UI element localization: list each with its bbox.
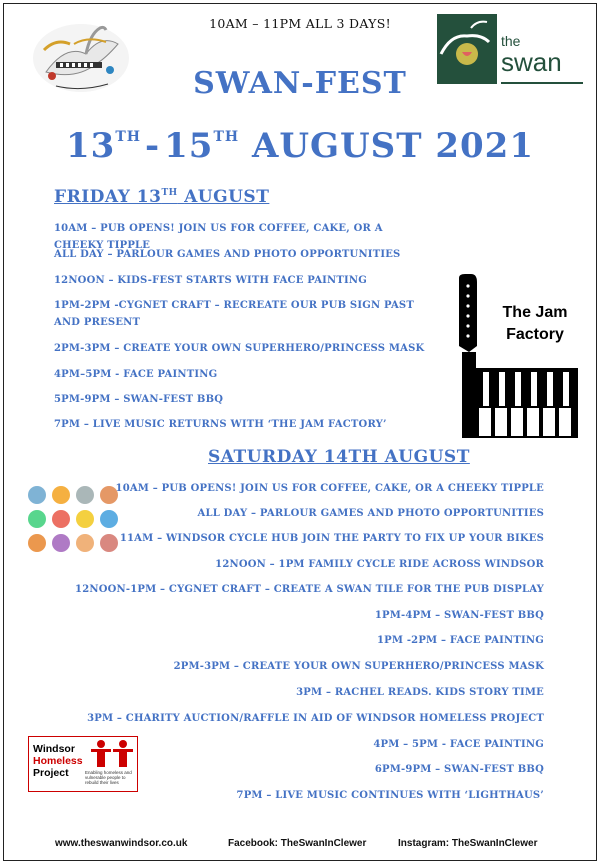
saturday-event: 11AM – WINDSOR CYCLE HUB JOIN THE PARTY TO FIX UP YOUR BIKES	[119, 533, 544, 544]
jam-factory-logo	[455, 272, 581, 440]
face-icon	[100, 534, 118, 552]
start-day: 13	[66, 126, 116, 166]
face-paint-gallery	[28, 486, 118, 570]
whp-line3: Project	[33, 767, 69, 779]
friday-event: 7PM – LIVE MUSIC RETURNS WITH ‘THE JAM FACTORY’	[54, 419, 387, 430]
saturday-event: 12NOON-1PM – CYGNET CRAFT – CREATE A SWAN TILE FOR THE PUB DISPLAY	[75, 584, 544, 595]
swan-wordmark-name: swan	[501, 47, 562, 77]
jam-factory-wordmark	[491, 302, 579, 346]
friday-event: 2PM-3PM – CREATE YOUR OWN SUPERHERO/PRINCESS MASK	[54, 343, 425, 354]
saturday-event: 1PM -2PM – FACE PAINTING	[377, 635, 544, 646]
face-icon	[76, 486, 94, 504]
whp-tagline: Enabling homeless and vulnerable people to rebuild their lives	[85, 770, 132, 785]
date-separator: -	[144, 126, 161, 166]
friday-event: 1PM-2PM -CYGNET CRAFT – RECREATE OUR PUB SIGN PAST AND PRESENT	[54, 300, 414, 328]
saturday-event: 1PM-4PM – SWAN-FEST BBQ	[374, 610, 544, 621]
friday-event: 10AM – PUB OPENS! JOIN US FOR COFFEE, CAKE, OR A CHEEKY TIPPLE	[54, 223, 383, 251]
friday-heading-suffix: TH	[161, 188, 178, 198]
face-icon	[52, 534, 70, 552]
people-icon	[91, 739, 135, 769]
saturday-event: 4PM – 5PM - FACE PAINTING	[373, 739, 544, 750]
event-dates	[0, 126, 600, 166]
instagram-link[interactable]: Instagram: TheSwanInClewer	[398, 838, 538, 849]
face-icon	[76, 510, 94, 528]
whp-line2: Homeless	[33, 755, 83, 767]
month-year: AUGUST 2021	[251, 126, 534, 166]
friday-heading-day: FRIDAY 13	[54, 187, 162, 207]
face-icon	[28, 534, 46, 552]
saturday-event: 12NOON – 1PM FAMILY CYCLE RIDE ACROSS WINDSOR	[215, 559, 544, 570]
saturday-event: 10AM – PUB OPENS! JOIN US FOR COFFEE, CAKE, OR A CHEEKY TIPPLE	[115, 483, 544, 494]
friday-heading	[54, 187, 269, 207]
face-icon	[28, 486, 46, 504]
friday-event: ALL DAY – PARLOUR GAMES AND PHOTO OPPORTUNITIES	[54, 249, 401, 260]
whp-wordmark	[33, 743, 83, 779]
end-day: 15	[164, 126, 214, 166]
website-link[interactable]: www.theswanwindsor.co.uk	[55, 838, 188, 849]
whp-line1: Windsor	[33, 743, 75, 755]
saturday-heading: SATURDAY 14TH AUGUST	[208, 447, 470, 467]
saturday-event: 6PM-9PM – SWAN-FEST BBQ	[374, 764, 544, 775]
friday-heading-month: AUGUST	[184, 187, 270, 207]
friday-event: 4PM–5PM - FACE PAINTING	[54, 369, 218, 380]
start-day-suffix: TH	[115, 129, 141, 145]
swan-wordmark-the: the	[501, 33, 521, 49]
friday-event: 5PM-9PM – SWAN-FEST BBQ	[54, 394, 224, 405]
jam-line1: The Jam	[502, 304, 568, 321]
face-icon	[52, 510, 70, 528]
face-icon	[100, 510, 118, 528]
saturday-event: 2PM-3PM – CREATE YOUR OWN SUPERHERO/PRINCESS MASK	[173, 661, 544, 672]
jam-line2: Factory	[506, 326, 564, 343]
opening-hours: 10AM – 11PM ALL 3 DAYS!	[209, 16, 391, 31]
windsor-homeless-project-logo	[28, 736, 138, 792]
saturday-event: 7PM – LIVE MUSIC CONTINUES WITH ‘LIGHTHAUS’	[236, 790, 544, 801]
event-title: SWAN-FEST	[193, 66, 407, 101]
face-icon	[76, 534, 94, 552]
saturday-event: 3PM – RACHEL READS. KIDS STORY TIME	[296, 687, 544, 698]
friday-event: 12NOON – KIDS-FEST STARTS WITH FACE PAINTING	[54, 275, 367, 286]
facebook-link[interactable]: Facebook: TheSwanInClewer	[228, 838, 367, 849]
face-icon	[28, 510, 46, 528]
end-day-suffix: TH	[213, 129, 240, 145]
saturday-event: 3PM – CHARITY AUCTION/RAFFLE IN AID OF WINDSOR HOMELESS PROJECT	[87, 713, 544, 724]
saturday-event: ALL DAY – PARLOUR GAMES AND PHOTO OPPORTUNITIES	[197, 508, 544, 519]
face-icon	[52, 486, 70, 504]
